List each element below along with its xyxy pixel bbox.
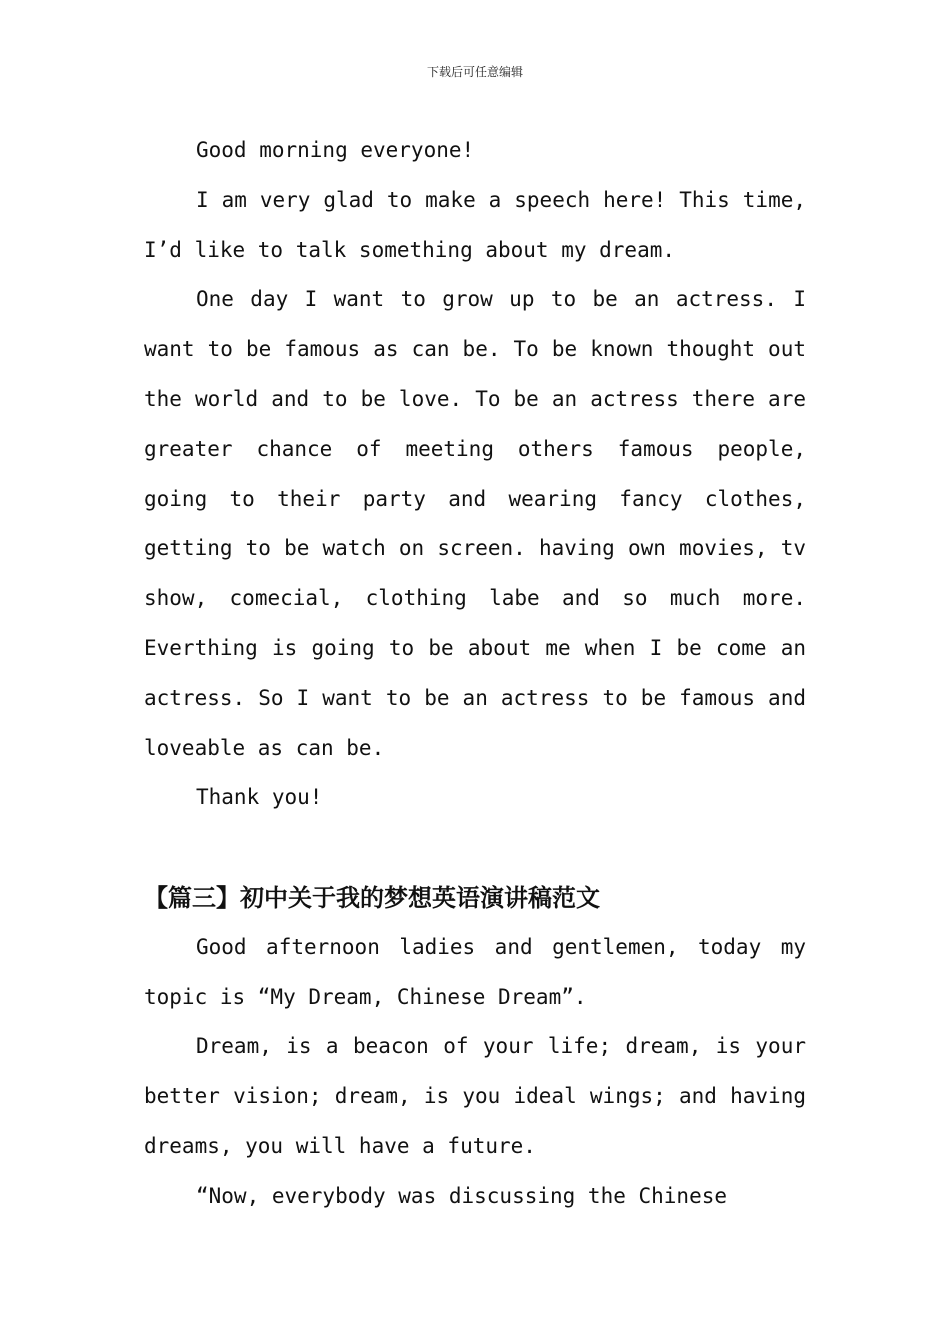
paragraph-section-intro: Good afternoon ladies and gentlemen, today my topic is “My Dream, Chinese Dream”. xyxy=(144,934,806,1009)
paragraph-greeting: Good morning everyone! xyxy=(196,138,475,162)
paragraph-thanks: Thank you! xyxy=(196,785,323,810)
document-body xyxy=(144,126,806,1222)
paragraph-intro: I am very glad to make a speech here! This time, I’d like to talk something about my dream. xyxy=(144,187,806,262)
page-header: 下载后可任意编辑 xyxy=(426,65,523,79)
paragraph-section-quote: “Now, everybody was discussing the Chinese xyxy=(196,1183,728,1208)
section-heading: 【篇三】初中关于我的梦想英语演讲稿范文 xyxy=(144,882,600,912)
paragraph-section-dream: Dream, is a beacon of your life; dream, is your better vision; dream, is you ideal wings; and having dreams, you will have a future. xyxy=(144,1034,806,1158)
paragraph-dream: One day I want to grow up to be an actress. I want to be famous as can be. To be known thought out the world and to be love. To be an actress there are greater chance of meeting others famous people, going to their party and wearing fancy clothes, getting to be watch on screen. having own movies, tv show, comecial, clothing labe and so much more. Everthing is going to be about me when I be come an actress. So I want to be an actress to be famous and loveable as can be. xyxy=(144,287,806,760)
paragraph-spacer xyxy=(144,823,806,873)
